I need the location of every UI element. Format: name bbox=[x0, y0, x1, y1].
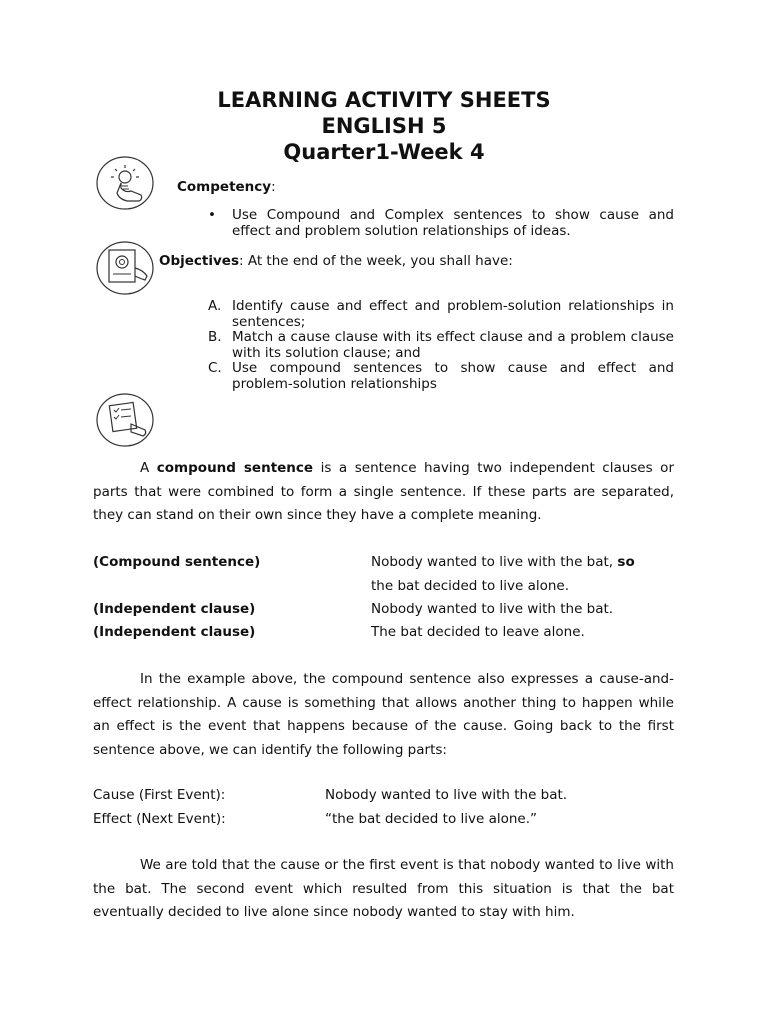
example-row: (Independent clause) The bat decided to leave alone. bbox=[93, 624, 585, 640]
competency-list bbox=[208, 207, 674, 239]
list-item: A. Identify cause and effect and problem-solution relationships in sentences; bbox=[208, 298, 674, 330]
checklist-hand-icon bbox=[95, 392, 155, 448]
cause-effect-explanation: In the example above, the compound sentence also expresses a cause-and-effect relationship. A cause is something that allows another thing to happen while an effect is the event that happens because of the cause. Going back to the first sentence above, we can identify the following parts: bbox=[93, 671, 674, 758]
objectives-heading: Objectives: At the end of the week, you shall have: bbox=[159, 253, 513, 269]
example-row: (Compound sentence) Nobody wanted to live with the bat, so the bat decided to live alone. bbox=[93, 554, 635, 594]
cause-row: Cause (First Event): Nobody wanted to live with the bat. bbox=[93, 787, 568, 803]
list-item: C. Use compound sentences to show cause and effect and problem-solution relationships bbox=[208, 360, 674, 392]
lightbulb-hand-icon bbox=[95, 155, 155, 211]
list-item: B. Match a cause clause with its effect clause and a problem clause with its solution clause; and bbox=[208, 329, 674, 361]
competency-heading: Competency: bbox=[177, 179, 276, 195]
subject-title: ENGLISH 5 bbox=[321, 114, 447, 138]
quarter-week-title: Quarter1-Week 4 bbox=[283, 140, 485, 164]
objectives-list bbox=[208, 299, 674, 393]
example-row: (Independent clause) Nobody wanted to live with the bat. bbox=[93, 601, 614, 617]
compound-sentence-definition: A compound sentence is a sentence having two independent clauses or parts that were combined to form a single sentence. If these parts are separated, they can stand on their own since they have a complete meaning. bbox=[93, 460, 674, 523]
bullet-mark: • bbox=[208, 207, 216, 223]
target-board-icon bbox=[95, 240, 155, 296]
list-item: • Use Compound and Complex sentences to show cause and effect and problem solution relationships of ideas. bbox=[208, 207, 674, 239]
sheet-title: LEARNING ACTIVITY SHEETS bbox=[217, 88, 551, 112]
closing-paragraph: We are told that the cause or the first event is that nobody wanted to live with the bat. The second event which resulted from this situation is that the bat eventually decided to live alone since nobody wanted to stay with him. bbox=[93, 857, 674, 920]
effect-row: Effect (Next Event): “the bat decided to live alone.” bbox=[93, 811, 538, 827]
